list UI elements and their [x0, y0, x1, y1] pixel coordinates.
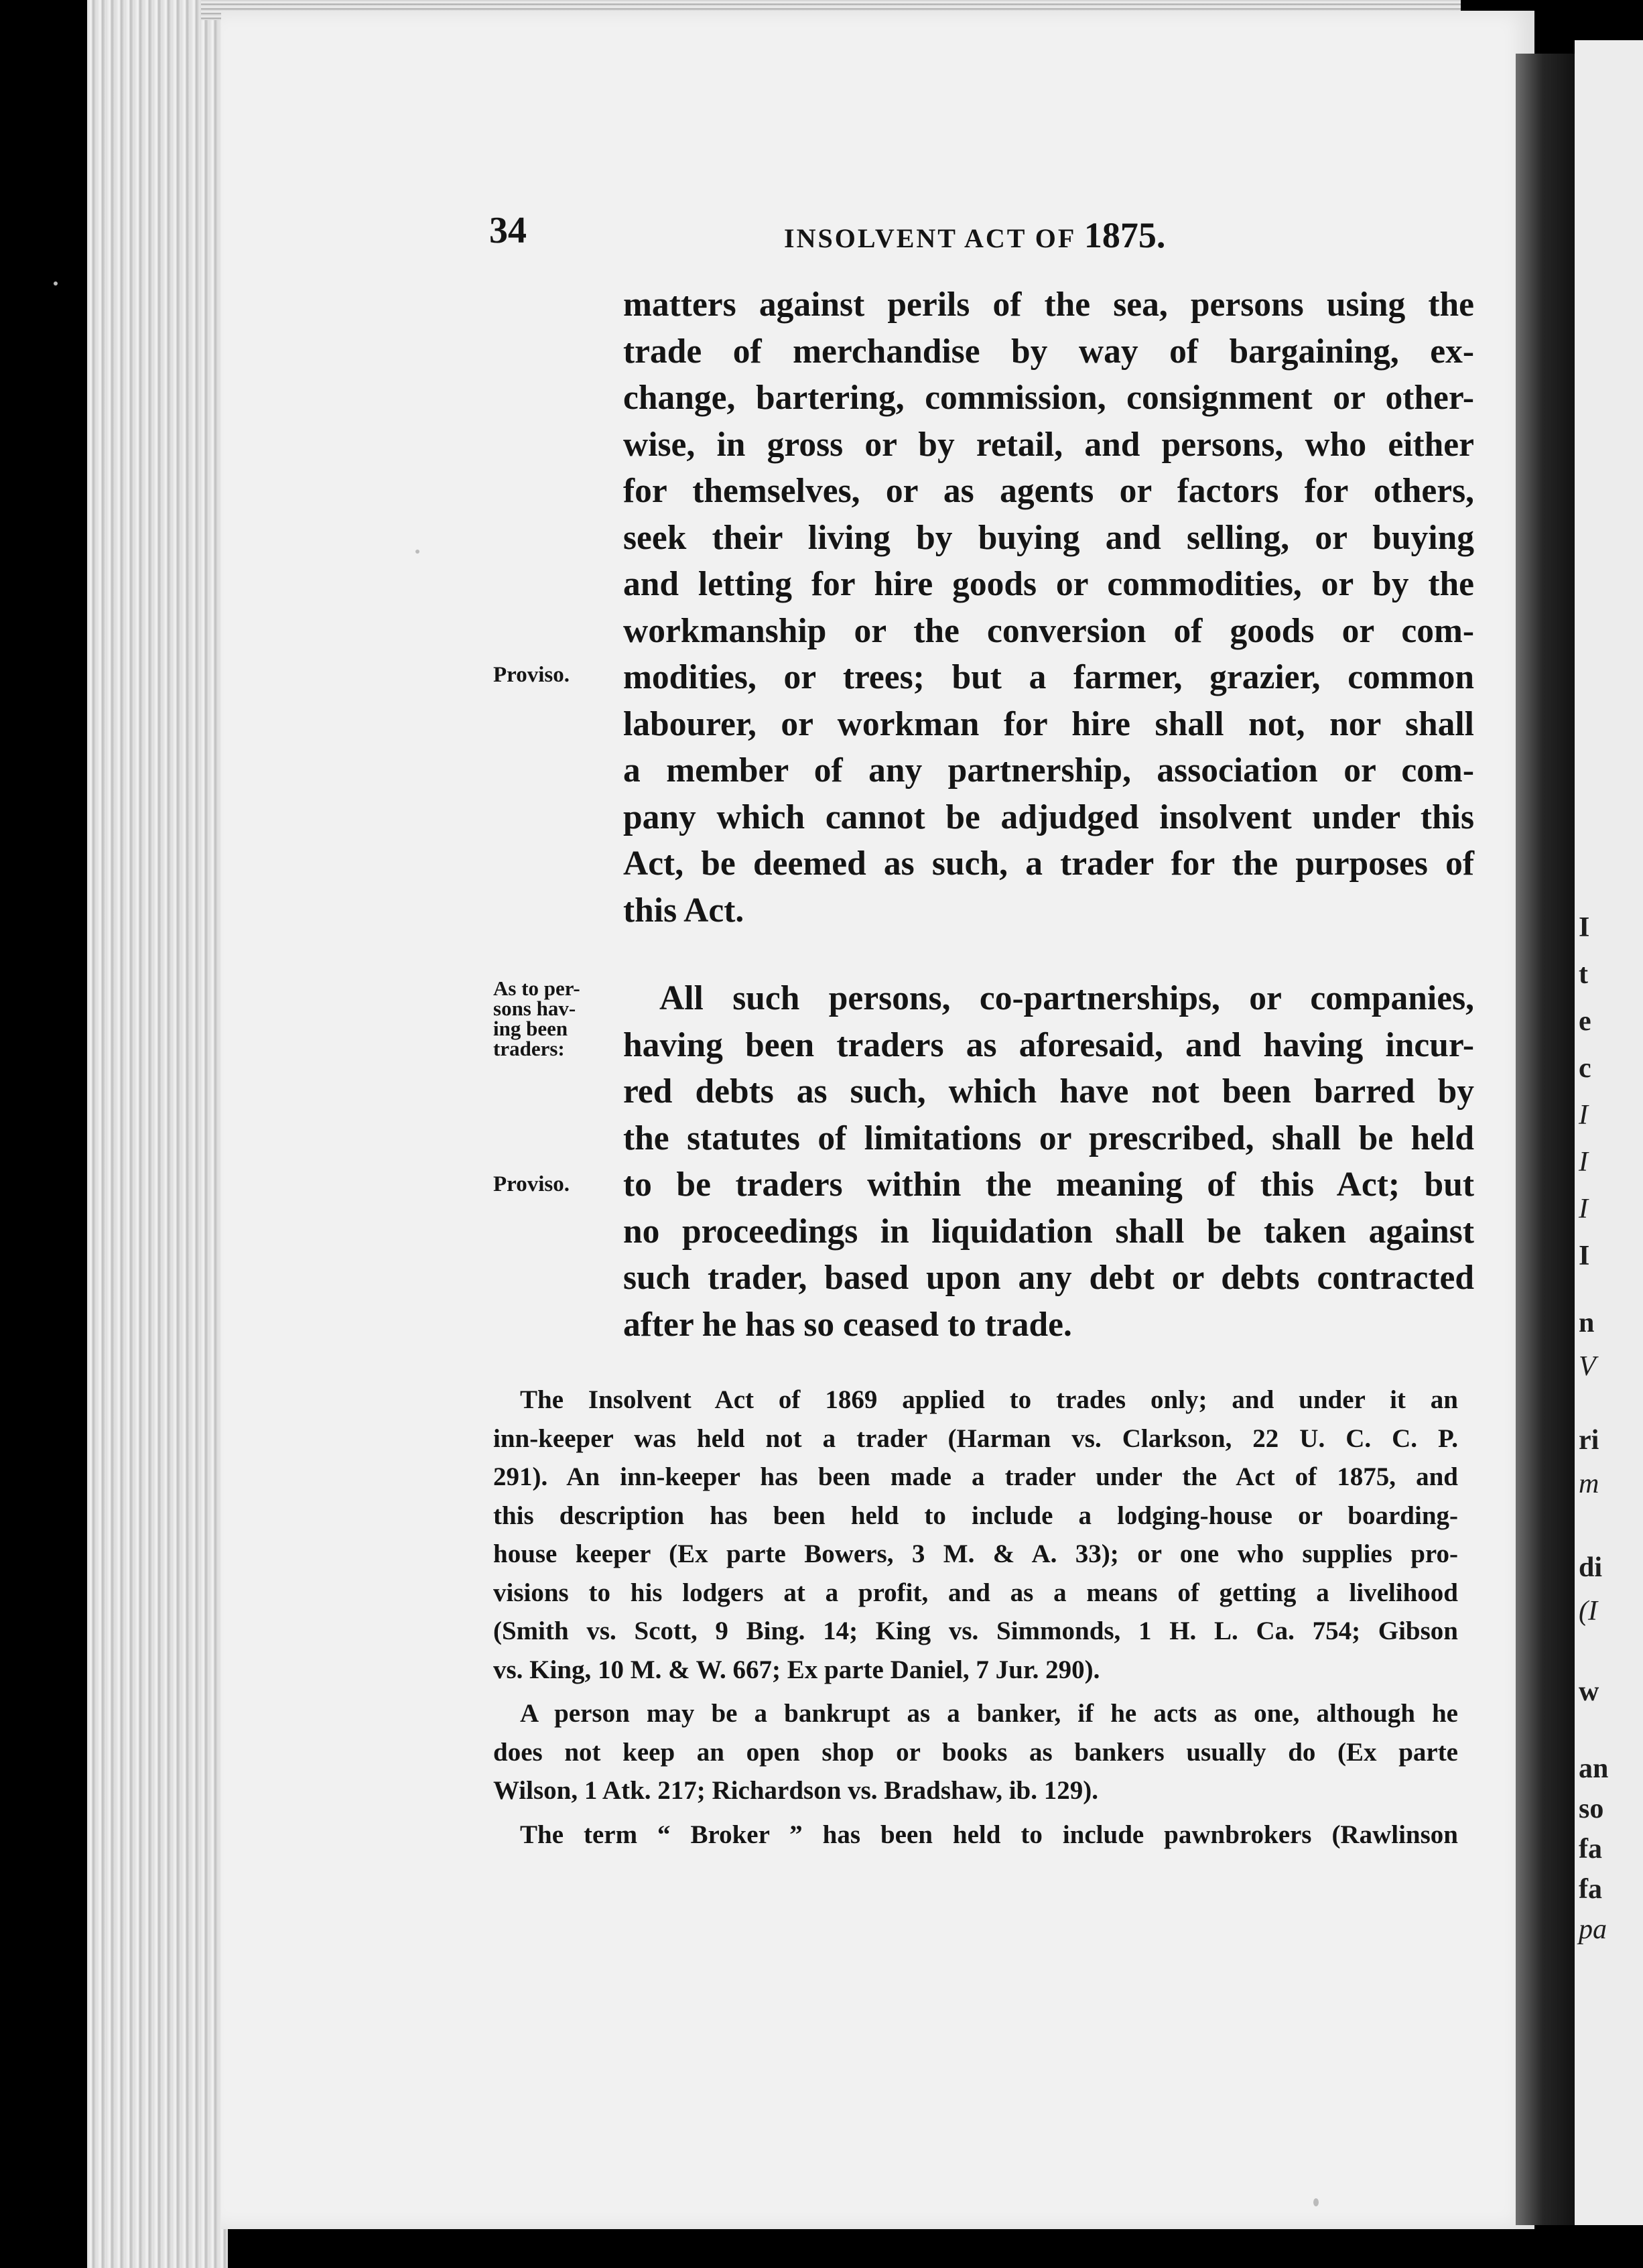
- text-line: no proceedings in liquidation shall be taken against: [623, 1212, 1474, 1251]
- text-line: wise, in gross or by retail, and persons, who either: [623, 425, 1474, 464]
- note-line: vs. King, 10 M. & W. 667; Ex parte Daniel, 7 Jur. 290).: [493, 1655, 1100, 1684]
- text-line: matters against perils of the sea, persons using the: [623, 286, 1474, 324]
- facing-page-fragment: di: [1579, 1552, 1603, 1583]
- facing-page-fragment: e: [1579, 1006, 1591, 1037]
- text-line: such trader, based upon any debt or debts contracted: [623, 1259, 1474, 1297]
- facing-page-fragment: n: [1579, 1308, 1595, 1338]
- facing-page-fragment: I: [1579, 912, 1590, 943]
- facing-page-fragment: t: [1579, 959, 1588, 990]
- page-number: 34: [489, 210, 527, 251]
- running-title-year: 1875.: [1083, 215, 1166, 255]
- text-line: after he has so ceased to trade.: [623, 1305, 1072, 1344]
- facing-page-fragment: (I: [1579, 1596, 1597, 1627]
- note-line: inn-keeper was held not a trader (Harman vs. Clarkson, 22 U. C. C. P.: [493, 1424, 1458, 1453]
- scan-speck: [54, 281, 58, 286]
- running-title-text: INSOLVENT ACT OF: [784, 223, 1075, 253]
- text-line: to be traders within the meaning of this Act; but: [623, 1166, 1474, 1204]
- text-line: change, bartering, commission, consignment or other-: [623, 379, 1474, 417]
- note-line: does not keep an open shop or books as bankers usually do (Ex parte: [493, 1737, 1458, 1767]
- text-line: labourer, or workman for hire shall not, nor shall: [623, 704, 1474, 743]
- text-line: All such persons, co-partnerships, or companies,: [659, 979, 1474, 1017]
- facing-page-fragment: c: [1579, 1053, 1591, 1084]
- margin-note-line: sons hav-: [493, 997, 576, 1020]
- note-line: house keeper (Ex parte Bowers, 3 M. & A. 33); or one who supplies pro-: [493, 1539, 1458, 1568]
- facing-page-fragment: I: [1579, 1100, 1588, 1131]
- book-gutter: [1516, 54, 1576, 2225]
- margin-note-text: Proviso.: [493, 1172, 570, 1196]
- text-line: pany which cannot be adjudged insolvent under this: [623, 798, 1474, 836]
- text-line: workmanship or the conversion of goods or com-: [623, 611, 1474, 650]
- text-line: trade of merchandise by way of bargaining, ex-: [623, 332, 1474, 371]
- note-line: visions to his lodgers at a profit, and as a means of getting a livelihood: [493, 1578, 1458, 1607]
- text-line: red debts as such, which have not been barred by: [623, 1072, 1474, 1111]
- text-line: and letting for hire goods or commodities, or by the: [623, 565, 1474, 603]
- note-paragraph: [493, 1694, 1458, 1810]
- text-line: a member of any partnership, association or com-: [623, 751, 1474, 790]
- facing-page-fragment: an: [1579, 1753, 1609, 1784]
- facing-page-edge: [1575, 40, 1643, 2225]
- text-line: seek their living by buying and selling, or buying: [623, 518, 1474, 557]
- statute-paragraph: [623, 975, 1474, 1348]
- running-head: [489, 209, 1474, 256]
- statute-paragraph: [623, 281, 1474, 934]
- facing-page-fragment: fa: [1579, 1834, 1602, 1865]
- annotation-notes: [493, 1381, 1458, 1854]
- margin-note-proviso: [493, 665, 570, 685]
- scan-speck: [415, 550, 419, 554]
- note-line: The term “ Broker ” has been held to include pawnbrokers (Rawlinson: [520, 1820, 1458, 1849]
- note-line: 291). An inn-keeper has been made a trader under the Act of 1875, and: [493, 1462, 1458, 1491]
- margin-note-line: traders:: [493, 1037, 565, 1060]
- facing-page-fragment: w: [1579, 1676, 1599, 1707]
- facing-page-fragment: fa: [1579, 1874, 1602, 1905]
- text-line: having been traders as aforesaid, and having incur-: [623, 1025, 1474, 1064]
- margin-note-line: ing been: [493, 1017, 568, 1040]
- note-line: this description has been held to include a lodging-house or boarding-: [493, 1501, 1458, 1530]
- page-edge-stack: [87, 0, 228, 2268]
- text-line: the statutes of limitations or prescribed, shall be held: [623, 1119, 1474, 1157]
- text-line: this Act.: [623, 891, 744, 930]
- facing-page-fragment: m: [1579, 1468, 1599, 1499]
- facing-page-fragment: ri: [1579, 1425, 1599, 1456]
- running-title: [784, 214, 1165, 256]
- text-line: Act, be deemed as such, a trader for the purposes of: [623, 844, 1474, 883]
- facing-page-fragment: so: [1579, 1793, 1604, 1824]
- margin-note-line: As to per-: [493, 976, 580, 1000]
- note-paragraph: [493, 1381, 1458, 1689]
- facing-page-fragment: I: [1579, 1147, 1588, 1178]
- facing-page-fragment: pa: [1579, 1914, 1607, 1945]
- note-line: Wilson, 1 Atk. 217; Richardson vs. Bradshaw, ib. 129).: [493, 1776, 1098, 1805]
- scan-speck: [1313, 2198, 1319, 2206]
- text-line: modities, or trees; but a farmer, grazier, common: [623, 658, 1474, 696]
- facing-page-fragment: I: [1579, 1194, 1588, 1224]
- note-paragraph: [493, 1816, 1458, 1854]
- note-line: A person may be a bankrupt as a banker, if he acts as one, although he: [520, 1699, 1458, 1728]
- margin-note-as-to-persons: [493, 976, 580, 1060]
- note-line: (Smith vs. Scott, 9 Bing. 14; King vs. Simmonds, 1 H. L. Ca. 754; Gibson: [493, 1617, 1458, 1645]
- facing-page-fragment: V: [1579, 1351, 1596, 1382]
- margin-note-proviso: [493, 1174, 570, 1194]
- facing-page-fragment: I: [1579, 1241, 1590, 1271]
- margin-note-text: Proviso.: [493, 663, 570, 687]
- note-line: The Insolvent Act of 1869 applied to trades only; and under it an: [520, 1385, 1458, 1414]
- text-line: for themselves, or as agents or factors for others,: [623, 472, 1474, 510]
